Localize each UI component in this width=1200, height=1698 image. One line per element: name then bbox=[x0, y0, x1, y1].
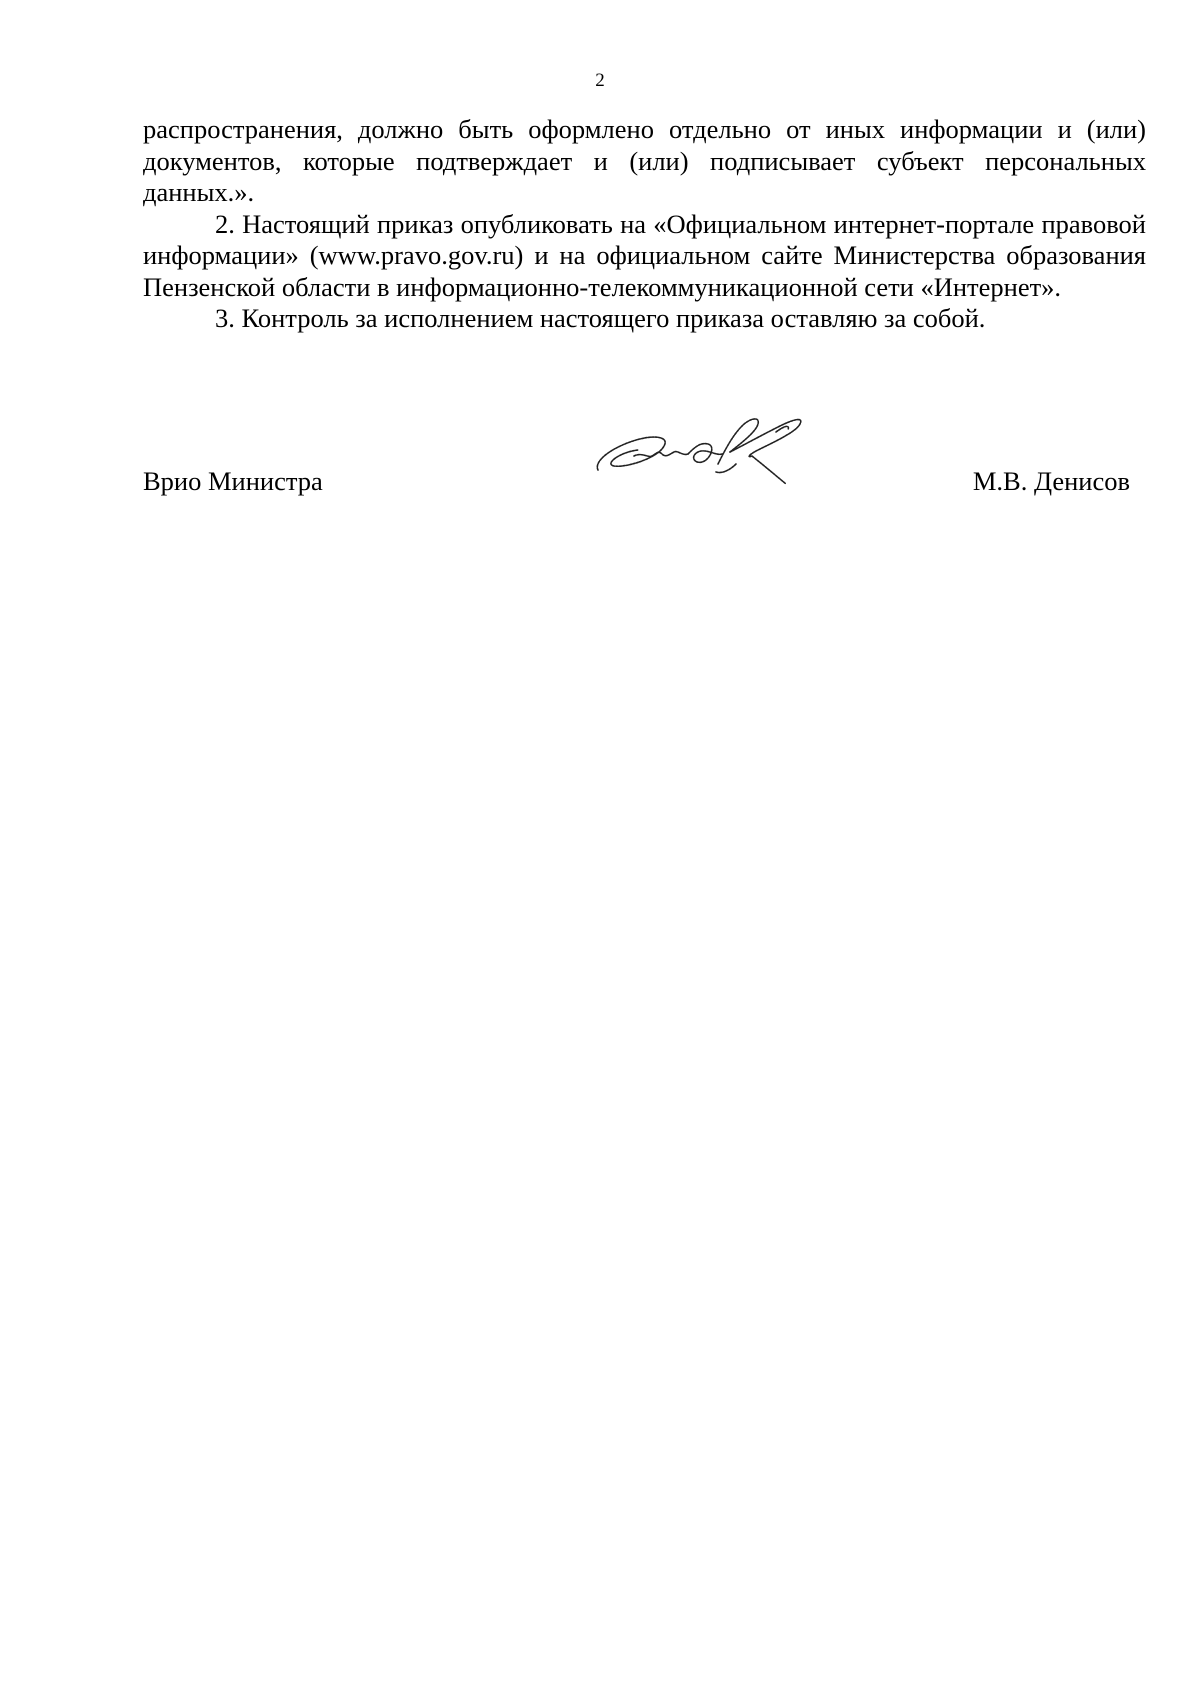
handwritten-signature-icon bbox=[590, 412, 820, 502]
paragraph-continuation: распространения, должно быть оформлено отдельно от иных информации и (или) документов, которые подтверждает и (или) подписывает субъект персональных данных.». bbox=[143, 114, 1146, 207]
document-body bbox=[143, 114, 1146, 335]
page-number: 2 bbox=[595, 70, 605, 91]
paragraph-item-2: 2. Настоящий приказ опубликовать на «Официальном интернет-портале правовой информации» (www.pravo.gov.ru) и на официальном сайте Министерства образования Пензенской области в информационно-телекоммуникационной сети «Интернет». bbox=[143, 208, 1146, 302]
paragraph-item-3: 3. Контроль за исполнением настоящего приказа оставляю за собой. bbox=[215, 303, 986, 333]
signatory-title: Врио Министра bbox=[143, 466, 323, 496]
signatory-name: М.В. Денисов bbox=[972, 466, 1130, 496]
